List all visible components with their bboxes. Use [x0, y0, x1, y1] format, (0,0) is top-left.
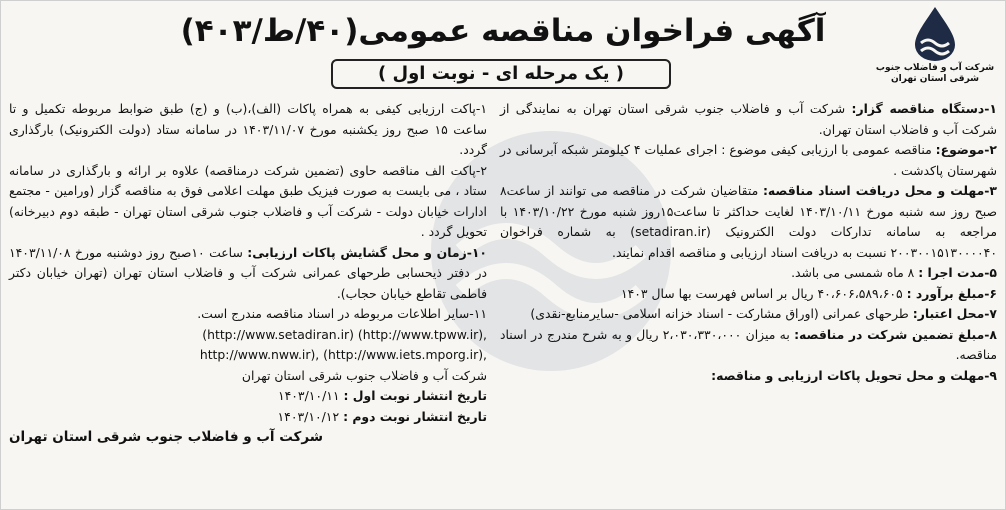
- section-7: ۷-محل اعتبار: طرحهای عمرانی (اوراق مشارکت - اسناد خزانه اسلامی -سایرمنابع-نقدی): [530, 306, 997, 321]
- company-logo: [871, 5, 999, 91]
- publish-date-first: تاریخ انتشار نوبت اول : ۱۴۰۳/۱۰/۱۱: [277, 388, 487, 403]
- notice-title: آگهی فراخوان مناقصه عمومی(۴۰/ط/۴۰۳): [180, 13, 826, 49]
- publish-date-second: تاریخ انتشار نوبت دوم : ۱۴۰۳/۱۰/۱۲: [277, 408, 487, 424]
- notice-subtitle: ( یک مرحله ای - نوبت اول ): [331, 59, 671, 89]
- logo-text-line2: شرقی استان تهران: [890, 74, 980, 84]
- section-3: ۳-مهلت و محل دریافت اسناد مناقصه: متقاضیان شرکت در مناقصه می توانند از ساعت۸ صبح روز سه شنبه مورخ ۱۴۰۳/۱۰/۱۱ لغایت حداکثر تا ساعت۱۵روز شنبه مورخ ۱۴۰۳/۱۰/۲۲ با مراجعه به سامانه تدارکات دولت الکترونیک (setadiran.ir) به شماره فراخوان ۲۰۰۳۰۰۱۵۱۳۰۰۰۰۴۰ نسبت به دریافت اسناد ارزیابی و مناقصه اقدام نمایند.: [500, 183, 997, 260]
- logo-text-line1: شرکت آب و فاضلاب جنوب: [875, 63, 995, 73]
- section-11: ۱۱-سایر اطلاعات مربوطه در اسناد مناقصه مندرج است.: [197, 306, 487, 321]
- envelope-paragraph-2: ۲-پاکت الف مناقصه حاوی (تضمین شرکت درمناقصه) علاوه بر ارائه و بارگذاری در سامانه ستاد ، می بایست به صورت فیزیک طبق مهلت اعلامی فوق به مناقصه گزار (ورامین - مجتمع ادارات خیابان دولت - شرکت آب و فاضلاب جنوب شرقی استان تهران - طبقه دوم دبیرخانه) تحویل گردد .: [9, 162, 487, 239]
- footer-company-name: شرکت آب و فاضلاب جنوب شرقی استان تهران: [9, 429, 324, 445]
- right-column: [500, 99, 997, 386]
- section-1: ۱-دستگاه مناقصه گزار: شرکت آب و فاضلاب جنوب شرقی استان تهران به نمایندگی از شرکت آب و فاضلاب استان تهران.: [500, 101, 997, 137]
- website-links-2[interactable]: http://www.nww.ir), (http://www.iets.mporg.ir),: [199, 347, 487, 362]
- water-drop-logo-icon: [905, 5, 965, 63]
- section-10: ۱۰-زمان و محل گشایش پاکات ارزیابی: ساعت ۱۰صبح روز دوشنبه مورخ ۱۴۰۳/۱۱/۰۸ در دفتر ذیحسابی طرحهای عمرانی شرکت آب و فاضلاب استان تهران (تهران خیابان دکتر فاطمی تقاطع خیابان حجاب).: [9, 244, 487, 301]
- envelope-paragraph-1: ۱-پاکت ارزیابی کیفی به همراه پاکات (الف)،(ب) و (ج) طبق ضوابط مربوطه تکمیل و تا ساعت ۱۵ صبح روز یکشنبه مورخ ۱۴۰۳/۱۱/۰۷ در سامانه ستاد (دولت الکترونیک) بارگذاری گردد.: [9, 101, 487, 157]
- website-links-1[interactable]: (http://www.setadiran.ir) (http://www.tpww.ir),: [202, 326, 487, 342]
- section-2: ۲-موضوع: مناقصه عمومی با ارزیابی کیفی موضوع : اجرای عملیات ۴ کیلومتر شبکه آبرسانی در شهرستان پاکدشت .: [500, 142, 997, 178]
- section-5: ۵-مدت اجرا : ۸ ماه شمسی می باشد.: [791, 265, 997, 280]
- left-column: [9, 99, 487, 448]
- section-9: ۹-مهلت و محل تحویل پاکات ارزیابی و مناقصه:: [711, 367, 997, 383]
- section-6: ۶-مبلغ برآورد : ۴۰،۶۰۶،۵۸۹،۶۰۵ ریال بر اساس فهرست بها سال ۱۴۰۳: [620, 285, 997, 301]
- section-8: ۸-مبلغ تضمین شرکت در مناقصه: به میزان ۲،۰۳۰،۳۳۰،۰۰۰ ریال و به شرح مندرج در اسناد مناقصه.: [500, 326, 997, 362]
- company-name: شرکت آب و فاضلاب جنوب شرقی استان تهران: [241, 367, 487, 383]
